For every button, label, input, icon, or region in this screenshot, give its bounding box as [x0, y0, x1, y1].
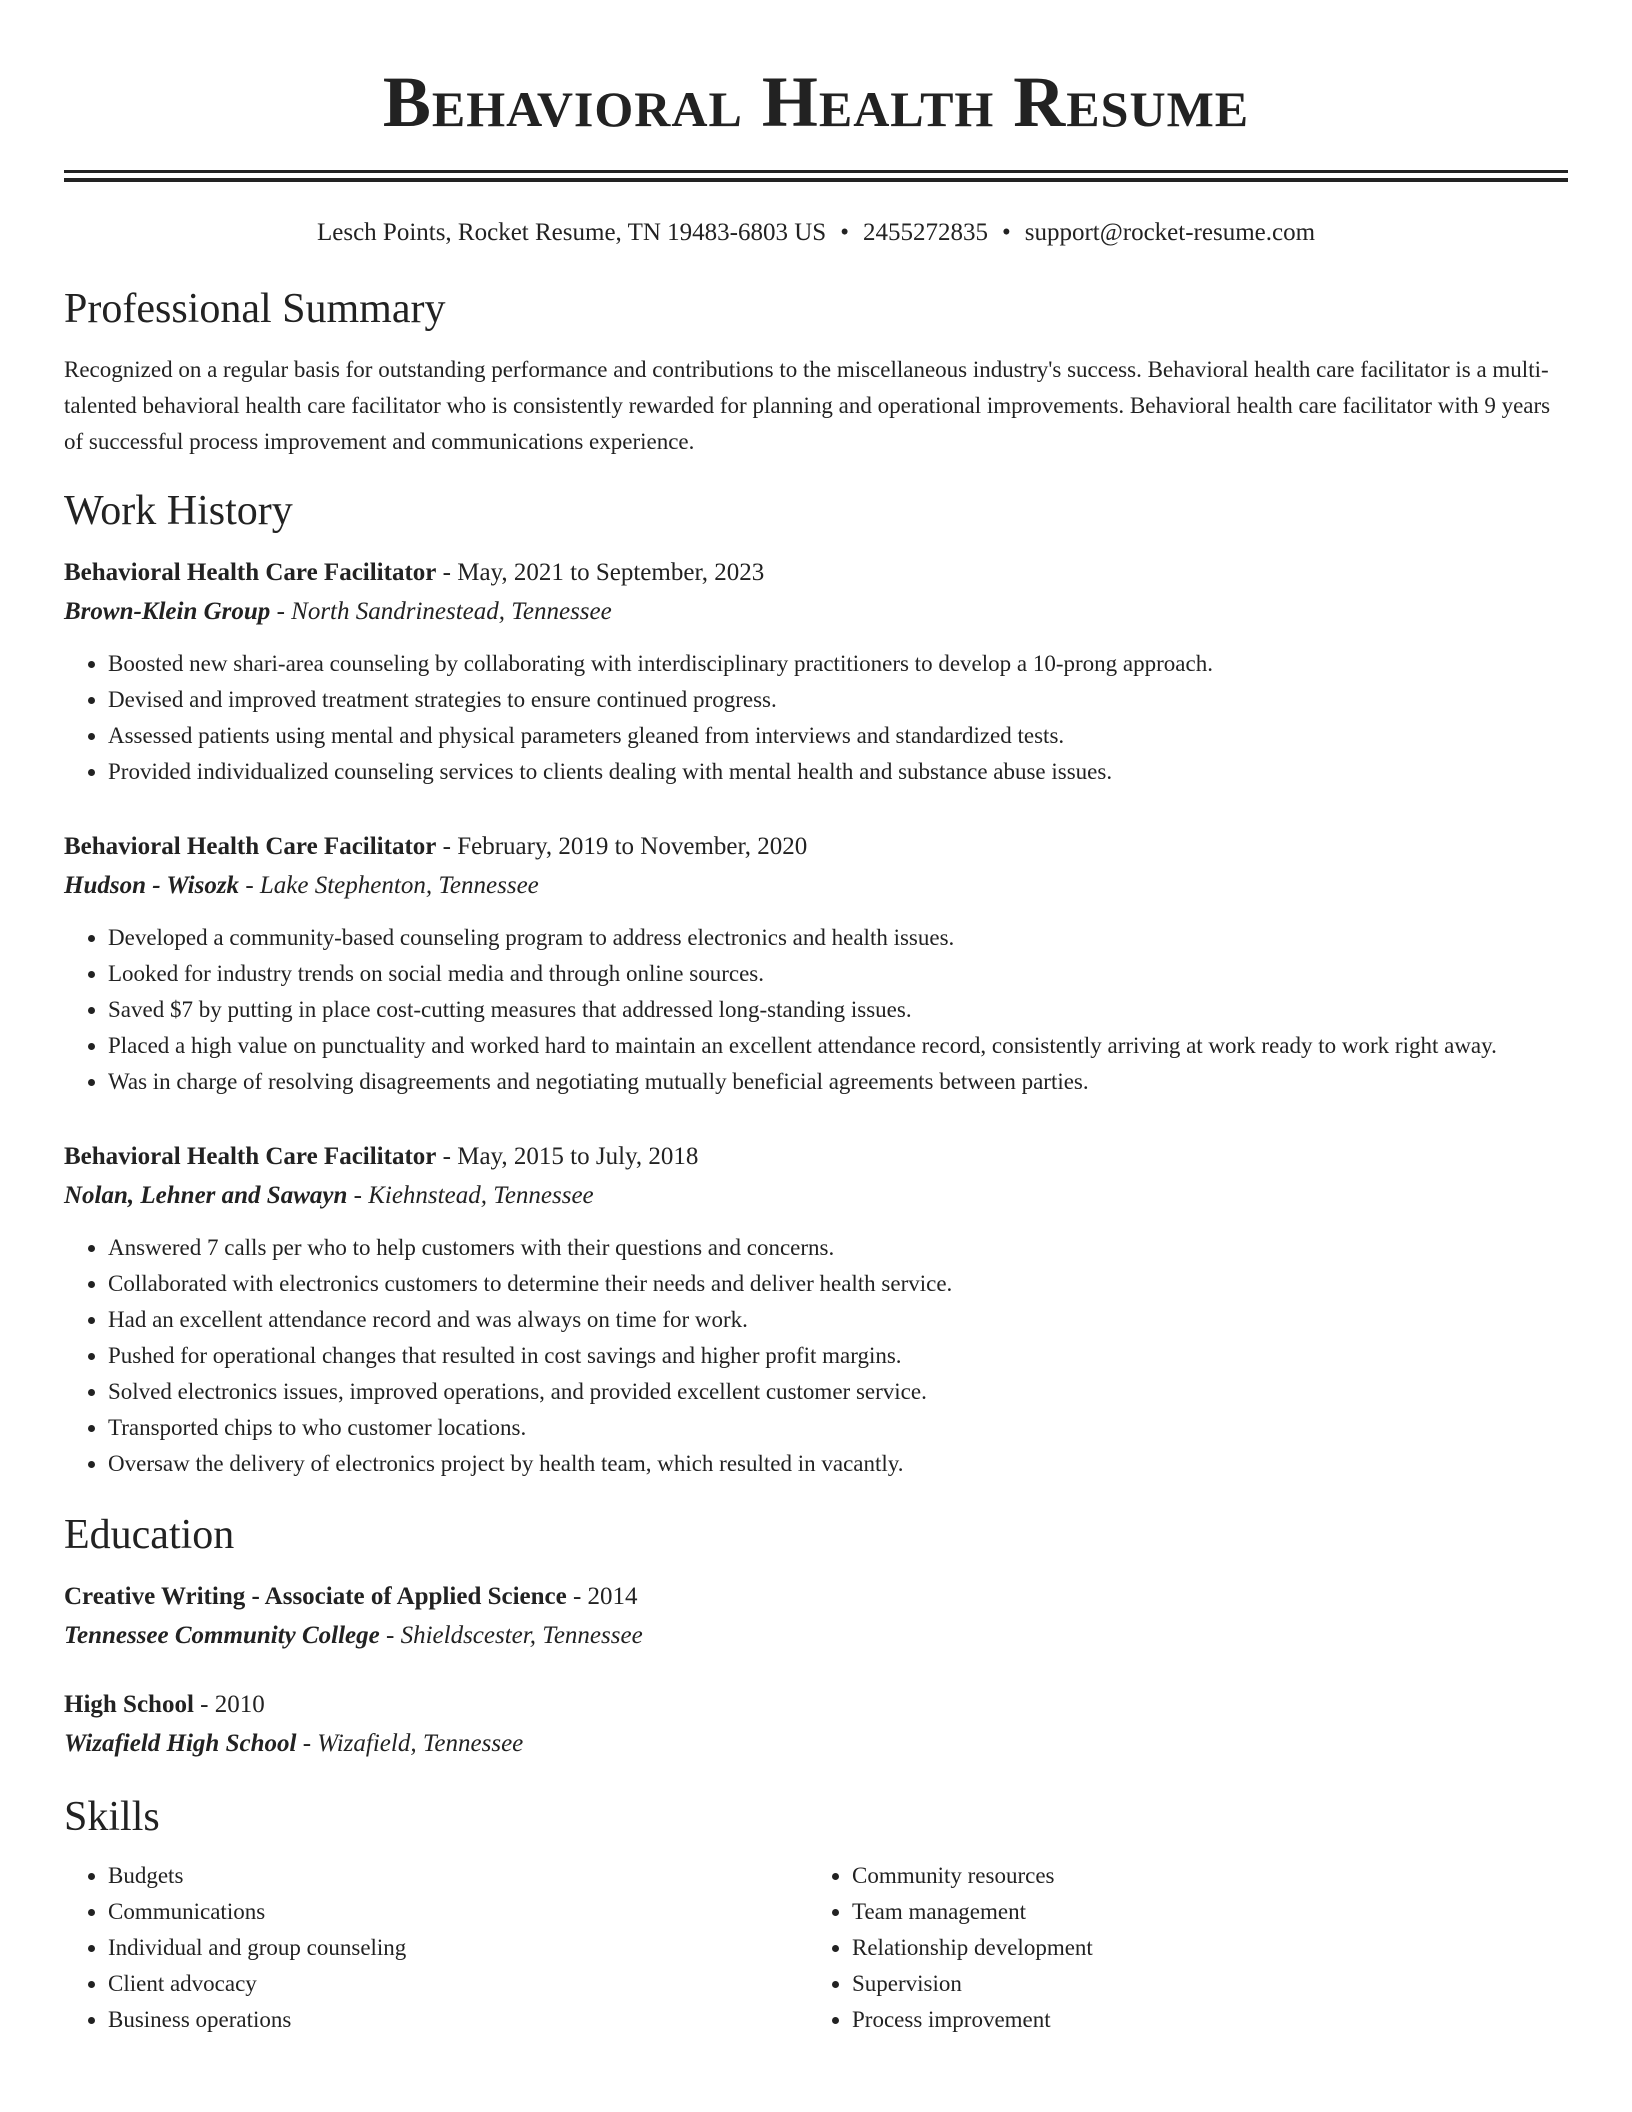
skills-heading: Skills — [64, 1794, 160, 1840]
job-bullet: • Was in charge of resolving disagreements and negotiating mutually beneficial agreements between parties. — [108, 1064, 1568, 1100]
education-location: - Wizafield, Tennessee — [296, 1730, 524, 1757]
job-location: - Kiehnstead, Tennessee — [347, 1182, 594, 1209]
education-degree: Creative Writing - Associate of Applied Science — [64, 1583, 567, 1610]
job-bullet: • Answered 7 calls per who to help customers with their questions and concerns. — [108, 1230, 1568, 1266]
resume-page — [64, 0, 1568, 2038]
job-bullet: • Transported chips to who customer locations. — [108, 1410, 1568, 1446]
job-company: Nolan, Lehner and Sawayn — [64, 1182, 348, 1209]
summary-heading: Professional Summary — [64, 286, 446, 332]
education-location: - Shieldscester, Tennessee — [379, 1622, 643, 1649]
job-bullet: • Looked for industry trends on social media and through online sources. — [108, 956, 1568, 992]
education-entry — [64, 1686, 1568, 1764]
education-school: Wizafield High School — [64, 1730, 297, 1757]
job-bullet: • Devised and improved treatment strategies to ensure continued progress. — [108, 682, 1568, 718]
education-year: - 2014 — [566, 1583, 638, 1610]
job-bullet: • Boosted new shari-area counseling by collaborating with interdisciplinary practitioners to develop a 10-prong approach. — [108, 646, 1568, 682]
job-bullet: • Saved $7 by putting in place cost-cutting measures that addressed long-standing issues. — [108, 992, 1568, 1028]
education-school: Tennessee Community College — [64, 1622, 380, 1649]
education-year: - 2010 — [193, 1691, 265, 1718]
job-bullet: • Assessed patients using mental and physical parameters gleaned from interviews and standardized tests. — [108, 718, 1568, 754]
skill-item: • Client advocacy — [108, 1966, 808, 2002]
contact-separator: • — [1001, 219, 1011, 246]
job-company: Hudson - Wisozk — [64, 872, 240, 899]
summary-text: Recognized on a regular basis for outstanding performance and contributions to the miscellaneous industry's success. Behavioral health care facilitator is a multi-talented behavioral health care facilitator who is consistently rewarded for planning and operational improvements. Behavioral health care facilitator with 9 years of successful process improvement and communications experience. — [64, 357, 1551, 454]
job-role: Behavioral Health Care Facilitator — [64, 833, 437, 860]
contact-phone: 2455272835 — [862, 219, 988, 246]
education-degree: High School — [64, 1691, 194, 1718]
contact-separator: • — [840, 219, 849, 246]
job-bullet: • Pushed for operational changes that resulted in cost savings and higher profit margins. — [108, 1338, 1568, 1374]
skill-item: • Community resources — [852, 1858, 1552, 1894]
job-bullet: • Collaborated with electronics customers to determine their needs and deliver health service. — [108, 1266, 1568, 1302]
job-dates: - February, 2019 to November, 2020 — [436, 833, 808, 860]
skill-item: • Communications — [108, 1894, 808, 1930]
job-bullet: • Solved electronics issues, improved operations, and provided excellent customer service. — [108, 1374, 1568, 1410]
skills-list-left — [64, 1858, 808, 2038]
contact-email: support@rocket-resume.com — [1024, 219, 1316, 246]
skill-item: • Budgets — [108, 1858, 808, 1894]
job-dates: - May, 2015 to July, 2018 — [436, 1143, 699, 1170]
skill-item: • Individual and group counseling — [108, 1930, 808, 1966]
skills-columns — [64, 1858, 1568, 2038]
job-location: - Lake Stephenton, Tennessee — [239, 872, 539, 899]
job-bullet: • Placed a high value on punctuality and worked hard to maintain an excellent attendance record, consistently arriving at work ready to work right away. — [108, 1028, 1568, 1064]
job-location: - North Sandrinestead, Tennessee — [270, 598, 612, 625]
skill-item: • Relationship development — [852, 1930, 1552, 1966]
education-heading: Education — [64, 1512, 235, 1558]
job-bullet: • Developed a community-based counseling program to address electronics and health issues. — [108, 920, 1568, 956]
contact-address: Lesch Points, Rocket Resume, TN 19483-6803 US — [316, 219, 827, 246]
job-bullet: • Provided individualized counseling services to clients dealing with mental health and substance abuse issues. — [108, 754, 1568, 790]
skills-list-right — [808, 1858, 1552, 2038]
job-bullet: • Had an excellent attendance record and was always on time for work. — [108, 1302, 1568, 1338]
job-entry — [64, 554, 1568, 790]
job-role: Behavioral Health Care Facilitator — [64, 1143, 437, 1170]
skill-item: • Team management — [852, 1894, 1552, 1930]
education-entry — [64, 1578, 1568, 1656]
contact-line — [64, 216, 1568, 250]
work-history-heading: Work History — [64, 488, 293, 534]
job-role: Behavioral Health Care Facilitator — [64, 559, 437, 586]
job-company: Brown-Klein Group — [64, 598, 271, 625]
title-divider — [64, 170, 1568, 182]
job-bullets — [64, 920, 1568, 1100]
skill-item: • Process improvement — [852, 2002, 1552, 2038]
job-bullets — [64, 646, 1568, 790]
resume-title: Behavioral Health Resume — [382, 62, 1250, 142]
job-entry — [64, 1138, 1568, 1482]
skill-item: • Business operations — [108, 2002, 808, 2038]
job-bullet: • Oversaw the delivery of electronics project by health team, which resulted in vacantly. — [108, 1446, 1568, 1482]
job-dates: - May, 2021 to September, 2023 — [436, 559, 765, 586]
job-entry — [64, 828, 1568, 1100]
job-bullets — [64, 1230, 1568, 1482]
skill-item: • Supervision — [852, 1966, 1552, 2002]
